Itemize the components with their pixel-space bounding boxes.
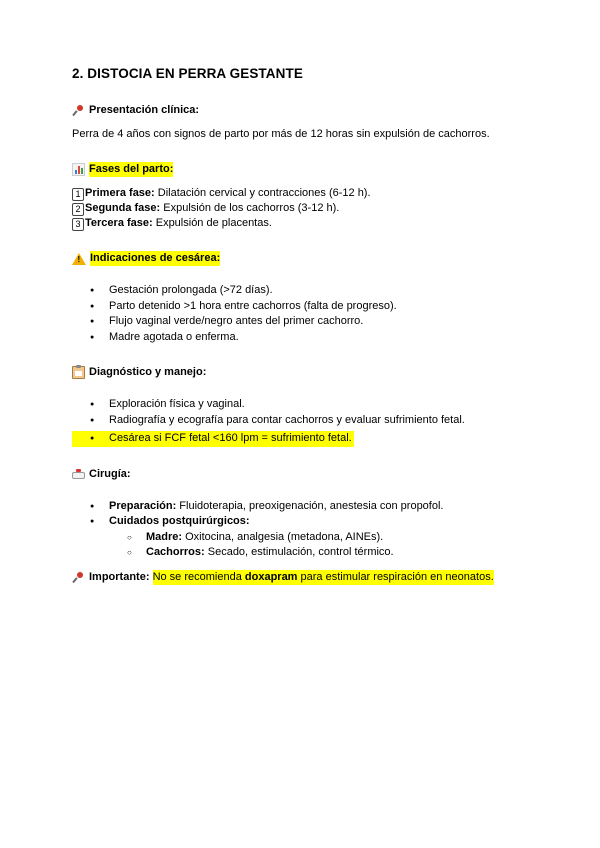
importante-text: No se recomienda doxapram para estimular respiración en neonatos. (152, 570, 494, 583)
section-heading-cirugia (72, 467, 542, 482)
bar-chart-icon (72, 163, 85, 176)
list-item: ● Cuidados postquirúrgicos: (72, 514, 542, 530)
presentacion-heading: Presentación clínica: (89, 104, 200, 116)
pushpin-icon (72, 104, 85, 117)
importante-label: Importante: (89, 570, 150, 583)
fases-list (72, 186, 542, 231)
importante-note (72, 570, 542, 585)
indicaciones-heading: Indicaciones de cesárea: (90, 252, 221, 264)
document-page (72, 66, 542, 585)
fases-heading: Fases del parto: (89, 163, 174, 175)
pushpin-icon (72, 571, 85, 584)
cirugia-list (72, 499, 542, 530)
list-item: ● Radiografía y ecografía para contar cachorros y evaluar sufrimiento fetal. (72, 413, 542, 429)
list-item: ● Gestación prolongada (>72 días). (72, 283, 542, 299)
cuidados-sublist (72, 530, 542, 561)
cirugia-heading: Cirugía: (89, 467, 131, 480)
sublist-item: ○ Madre: Oxitocina, analgesia (metadona, AINEs). (72, 530, 542, 546)
fase-item: 1 Primera fase: Dilatación cervical y contracciones (6-12 h). (72, 186, 542, 201)
diagnostico-list (72, 397, 542, 447)
diagnostico-heading: Diagnóstico y manejo: (89, 366, 207, 378)
list-item: ● Madre agotada o enferma. (72, 330, 542, 346)
presentacion-text: Perra de 4 años con signos de parto por más de 12 horas sin expulsión de cachorros. (72, 128, 490, 140)
section-heading-indicaciones (72, 251, 542, 266)
fase-item: 2 Segunda fase: Expulsión de los cachorros (3-12 h). (72, 201, 542, 216)
section-heading-fases (72, 162, 542, 177)
warning-icon: ! (72, 253, 86, 265)
ambulance-icon (72, 468, 85, 481)
list-item: ● Exploración física y vaginal. (72, 397, 542, 413)
section-heading-diagnostico (72, 365, 542, 380)
page-title: 2. DISTOCIA EN PERRA GESTANTE (72, 66, 303, 81)
clipboard-icon (72, 366, 85, 379)
section-heading-presentacion (72, 103, 542, 118)
list-item: ● Preparación: Fluidoterapia, preoxigenación, anestesia con propofol. (72, 499, 542, 515)
list-item: ● Flujo vaginal verde/negro antes del primer cachorro. (72, 314, 542, 330)
list-item-highlighted: ● Cesárea si FCF fetal <160 lpm = sufrimiento fetal. (72, 431, 354, 447)
list-item: ● Parto detenido >1 hora entre cachorros (falta de progreso). (72, 299, 542, 315)
sublist-item: ○ Cachorros: Secado, estimulación, control térmico. (72, 545, 542, 561)
fase-item: 3 Tercera fase: Expulsión de placentas. (72, 216, 542, 231)
indicaciones-list (72, 283, 542, 345)
